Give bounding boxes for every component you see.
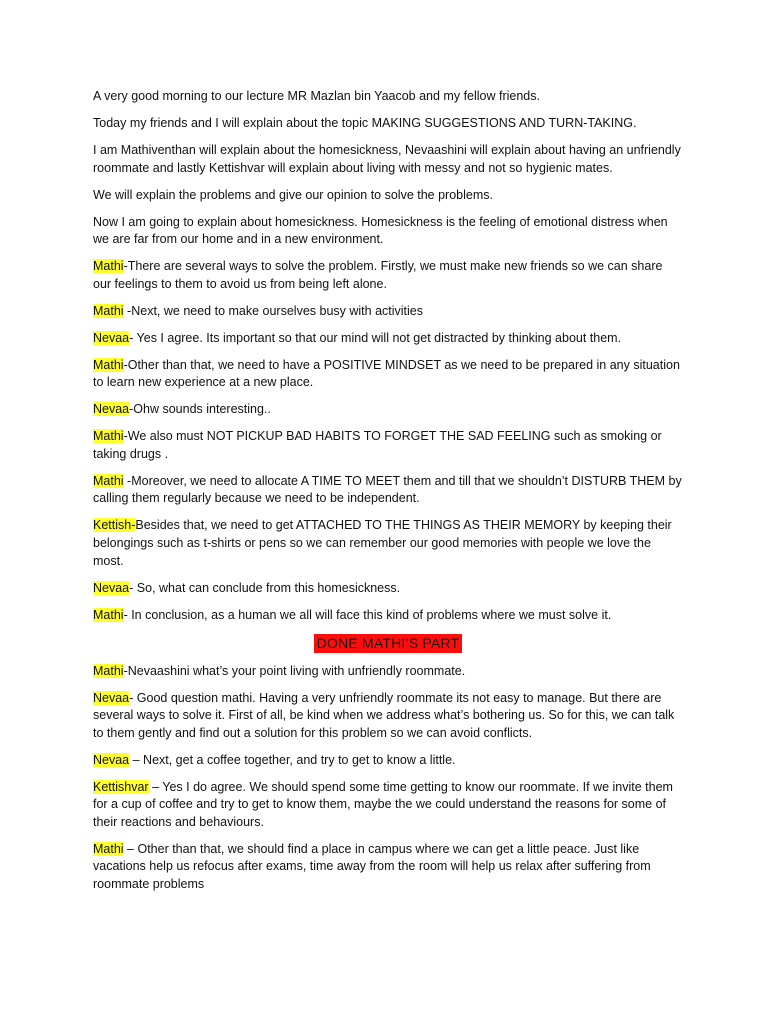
speaker-label: Mathi	[93, 473, 124, 488]
dialogue-text: -Moreover, we need to allocate A TIME TO MEET them and till that we shouldn’t DISTURB THEM by calling them regularly because we need to be independent.	[93, 473, 682, 506]
paragraph-roles: I am Mathiventhan will explain about the homesickness, Nevaashini will explain about having an unfriendly roommate and lastly Kettishvar will explain about living with messy and not so hygienic mates.	[93, 142, 681, 175]
dialogue-text: – Next, get a coffee together, and try to get to know a little.	[129, 752, 456, 767]
section-banner-label: DONE MATHI’S PART	[314, 634, 463, 653]
dialogue-text: -We also must NOT PICKUP BAD HABITS TO FORGET THE SAD FEELING such as smoking or taking drugs .	[93, 429, 662, 461]
dialogue-line	[93, 779, 683, 832]
speaker-label: Mathi	[93, 841, 124, 856]
speaker-label: Mathi	[93, 357, 124, 372]
dialogue-line	[93, 663, 683, 681]
dialogue-line	[93, 357, 683, 392]
speaker-label: Mathi	[93, 663, 124, 678]
dialogue-text: - Good question mathi. Having a very unfriendly roommate its not easy to manage. But there are several ways to solve it. First of all, be kind when we address what’s bothering us. So for this, we can talk to them gently and find out a solution for this problem so we can avoid conflicts.	[93, 690, 675, 740]
document-page	[93, 88, 683, 903]
dialogue-line	[93, 473, 683, 508]
dialogue-text: Besides that, we need to get ATTACHED TO THE THINGS AS THEIR MEMORY by keeping their belongings such as t-shirts or pens so we can remember our good memories with people we love the most.	[93, 518, 672, 568]
paragraph-topic: Today my friends and I will explain about the topic MAKING SUGGESTIONS AND TURN-TAKING.	[93, 115, 637, 130]
dialogue-text: – Other than that, we should find a place in campus where we can get a little peace. Just like vacations help us refocus after exams, time away from the room will help us relax after suffering from roommate problems	[93, 841, 651, 892]
dialogue-text: -There are several ways to solve the problem. Firstly, we must make new friends so we can share our feelings to them to avoid us from being left alone.	[93, 259, 663, 291]
speaker-label: Nevaa	[93, 402, 130, 417]
speaker-label: Nevaa	[93, 690, 130, 705]
paragraph-plan: We will explain the problems and give our opinion to solve the problems.	[93, 187, 493, 202]
dialogue-line	[93, 607, 683, 625]
dialogue-text: -Ohw sounds interesting..	[129, 402, 271, 417]
dialogue-text: - In conclusion, as a human we all will face this kind of problems where we must solve it.	[123, 607, 612, 622]
section-banner	[93, 634, 683, 654]
speaker-label: Kettish-	[93, 518, 136, 533]
dialogue-line	[93, 580, 683, 598]
speaker-label: Kettishvar	[93, 779, 149, 794]
speaker-label: Mathi	[93, 607, 124, 622]
speaker-label: Mathi	[93, 303, 124, 318]
dialogue-line	[93, 303, 683, 321]
dialogue-line	[93, 330, 683, 348]
dialogue-text: - Yes I agree. Its important so that our mind will not get distracted by thinking about them.	[129, 330, 622, 345]
dialogue-line	[93, 401, 683, 419]
dialogue-line	[93, 841, 683, 894]
dialogue-line	[93, 428, 683, 463]
speaker-label: Mathi	[93, 259, 124, 274]
dialogue-line	[93, 517, 683, 570]
dialogue-text: – Yes I do agree. We should spend some time getting to know our roommate. If we invite them for a cup of coffee and try to get to know them, maybe the we could understand the reasons for some of their reactions and behaviours.	[93, 779, 673, 829]
dialogue-line	[93, 752, 683, 770]
dialogue-line	[93, 690, 683, 743]
dialogue-text: -Next, we need to make ourselves busy with activities	[123, 303, 424, 318]
dialogue-line	[93, 258, 683, 293]
paragraph-homesickness-intro: Now I am going to explain about homesickness. Homesickness is the feeling of emotional distress when we are far from our home and in a new environment.	[93, 214, 668, 247]
dialogue-text: -Nevaashini what’s your point living with unfriendly roommate.	[123, 663, 466, 678]
speaker-label: Nevaa	[93, 580, 130, 595]
speaker-label: Nevaa	[93, 330, 130, 345]
dialogue-text: -Other than that, we need to have a POSITIVE MINDSET as we need to be prepared in any situation to learn new experience at a new place.	[93, 357, 680, 390]
speaker-label: Mathi	[93, 429, 124, 444]
paragraph-greeting: A very good morning to our lecture MR Mazlan bin Yaacob and my fellow friends.	[93, 89, 540, 103]
speaker-label: Nevaa	[93, 752, 130, 767]
dialogue-text: - So, what can conclude from this homesickness.	[129, 580, 401, 595]
